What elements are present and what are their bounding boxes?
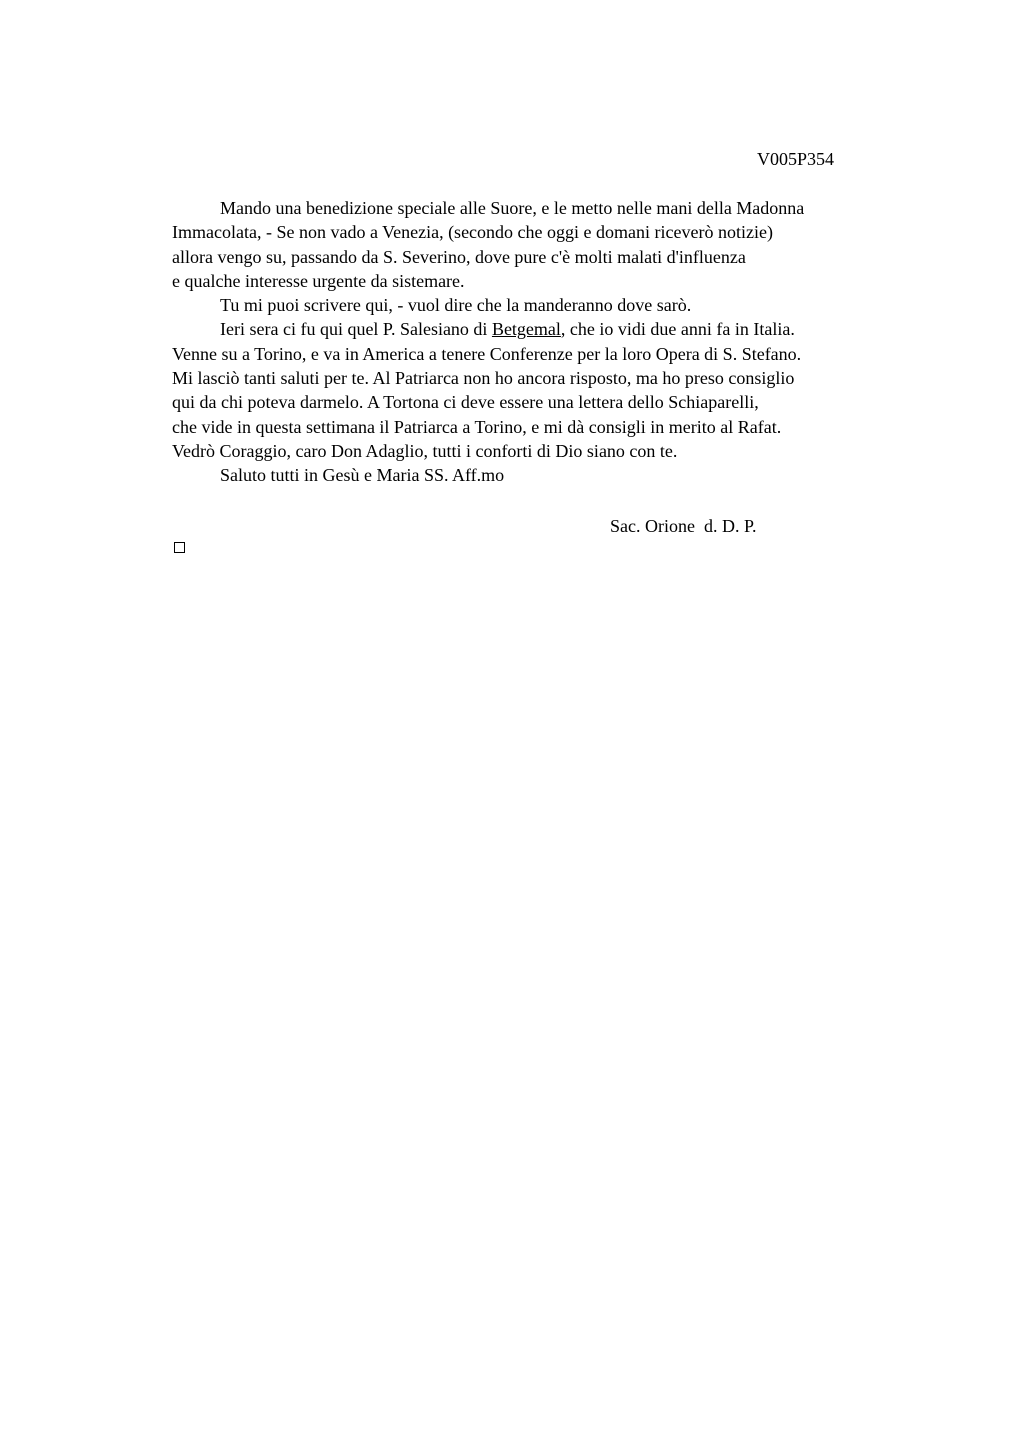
letter-line-12: Saluto tutti in Gesù e Maria SS. Aff.mo bbox=[220, 465, 505, 486]
signature: Sac. Orione d. D. P. bbox=[610, 516, 757, 536]
letter-line-4: e qualche interesse urgente da sistemare. bbox=[172, 270, 465, 291]
letter-line-8: Mi lasciò tanti saluti per te. Al Patriarca non ho ancora risposto, ma ho preso consiglio bbox=[172, 368, 795, 389]
letter-line-6-after: , che io vidi due anni fa in Italia. bbox=[560, 319, 795, 340]
letter-line-6 bbox=[172, 317, 912, 341]
letter-line-6-before: Ieri sera ci fu qui quel P. Salesiano di bbox=[220, 319, 492, 340]
letter-line-2: Immacolata, - Se non vado a Venezia, (secondo che oggi e domani riceverò notizie) bbox=[172, 222, 773, 243]
letter-line-7: Venne su a Torino, e va in America a tenere Conferenze per la loro Opera di S. Stefano. bbox=[172, 343, 802, 364]
end-marker-box-icon bbox=[174, 542, 185, 553]
letter-line-10: che vide in questa settimana il Patriarca a Torino, e mi dà consigli in merito al Rafat. bbox=[172, 416, 782, 437]
letter-line-9: qui da chi poteva darmelo. A Tortona ci deve essere una lettera dello Schiaparelli, bbox=[172, 392, 759, 413]
letter-body bbox=[172, 196, 912, 488]
letter-line-5: Tu mi puoi scrivere qui, - vuol dire che la manderanno dove sarò. bbox=[220, 295, 692, 316]
letter-line-1: Mando una benedizione speciale alle Suore, e le metto nelle mani della Madonna bbox=[220, 198, 805, 218]
letter-line-3: allora vengo su, passando da S. Severino, dove pure c'è molti malati d'influenza bbox=[172, 246, 746, 267]
document-id: V005P354 bbox=[757, 149, 835, 169]
letter-line-11: Vedrò Coraggio, caro Don Adaglio, tutti i conforti di Dio siano con te. bbox=[172, 440, 678, 461]
underlined-place-name: Betgemal bbox=[491, 319, 561, 340]
